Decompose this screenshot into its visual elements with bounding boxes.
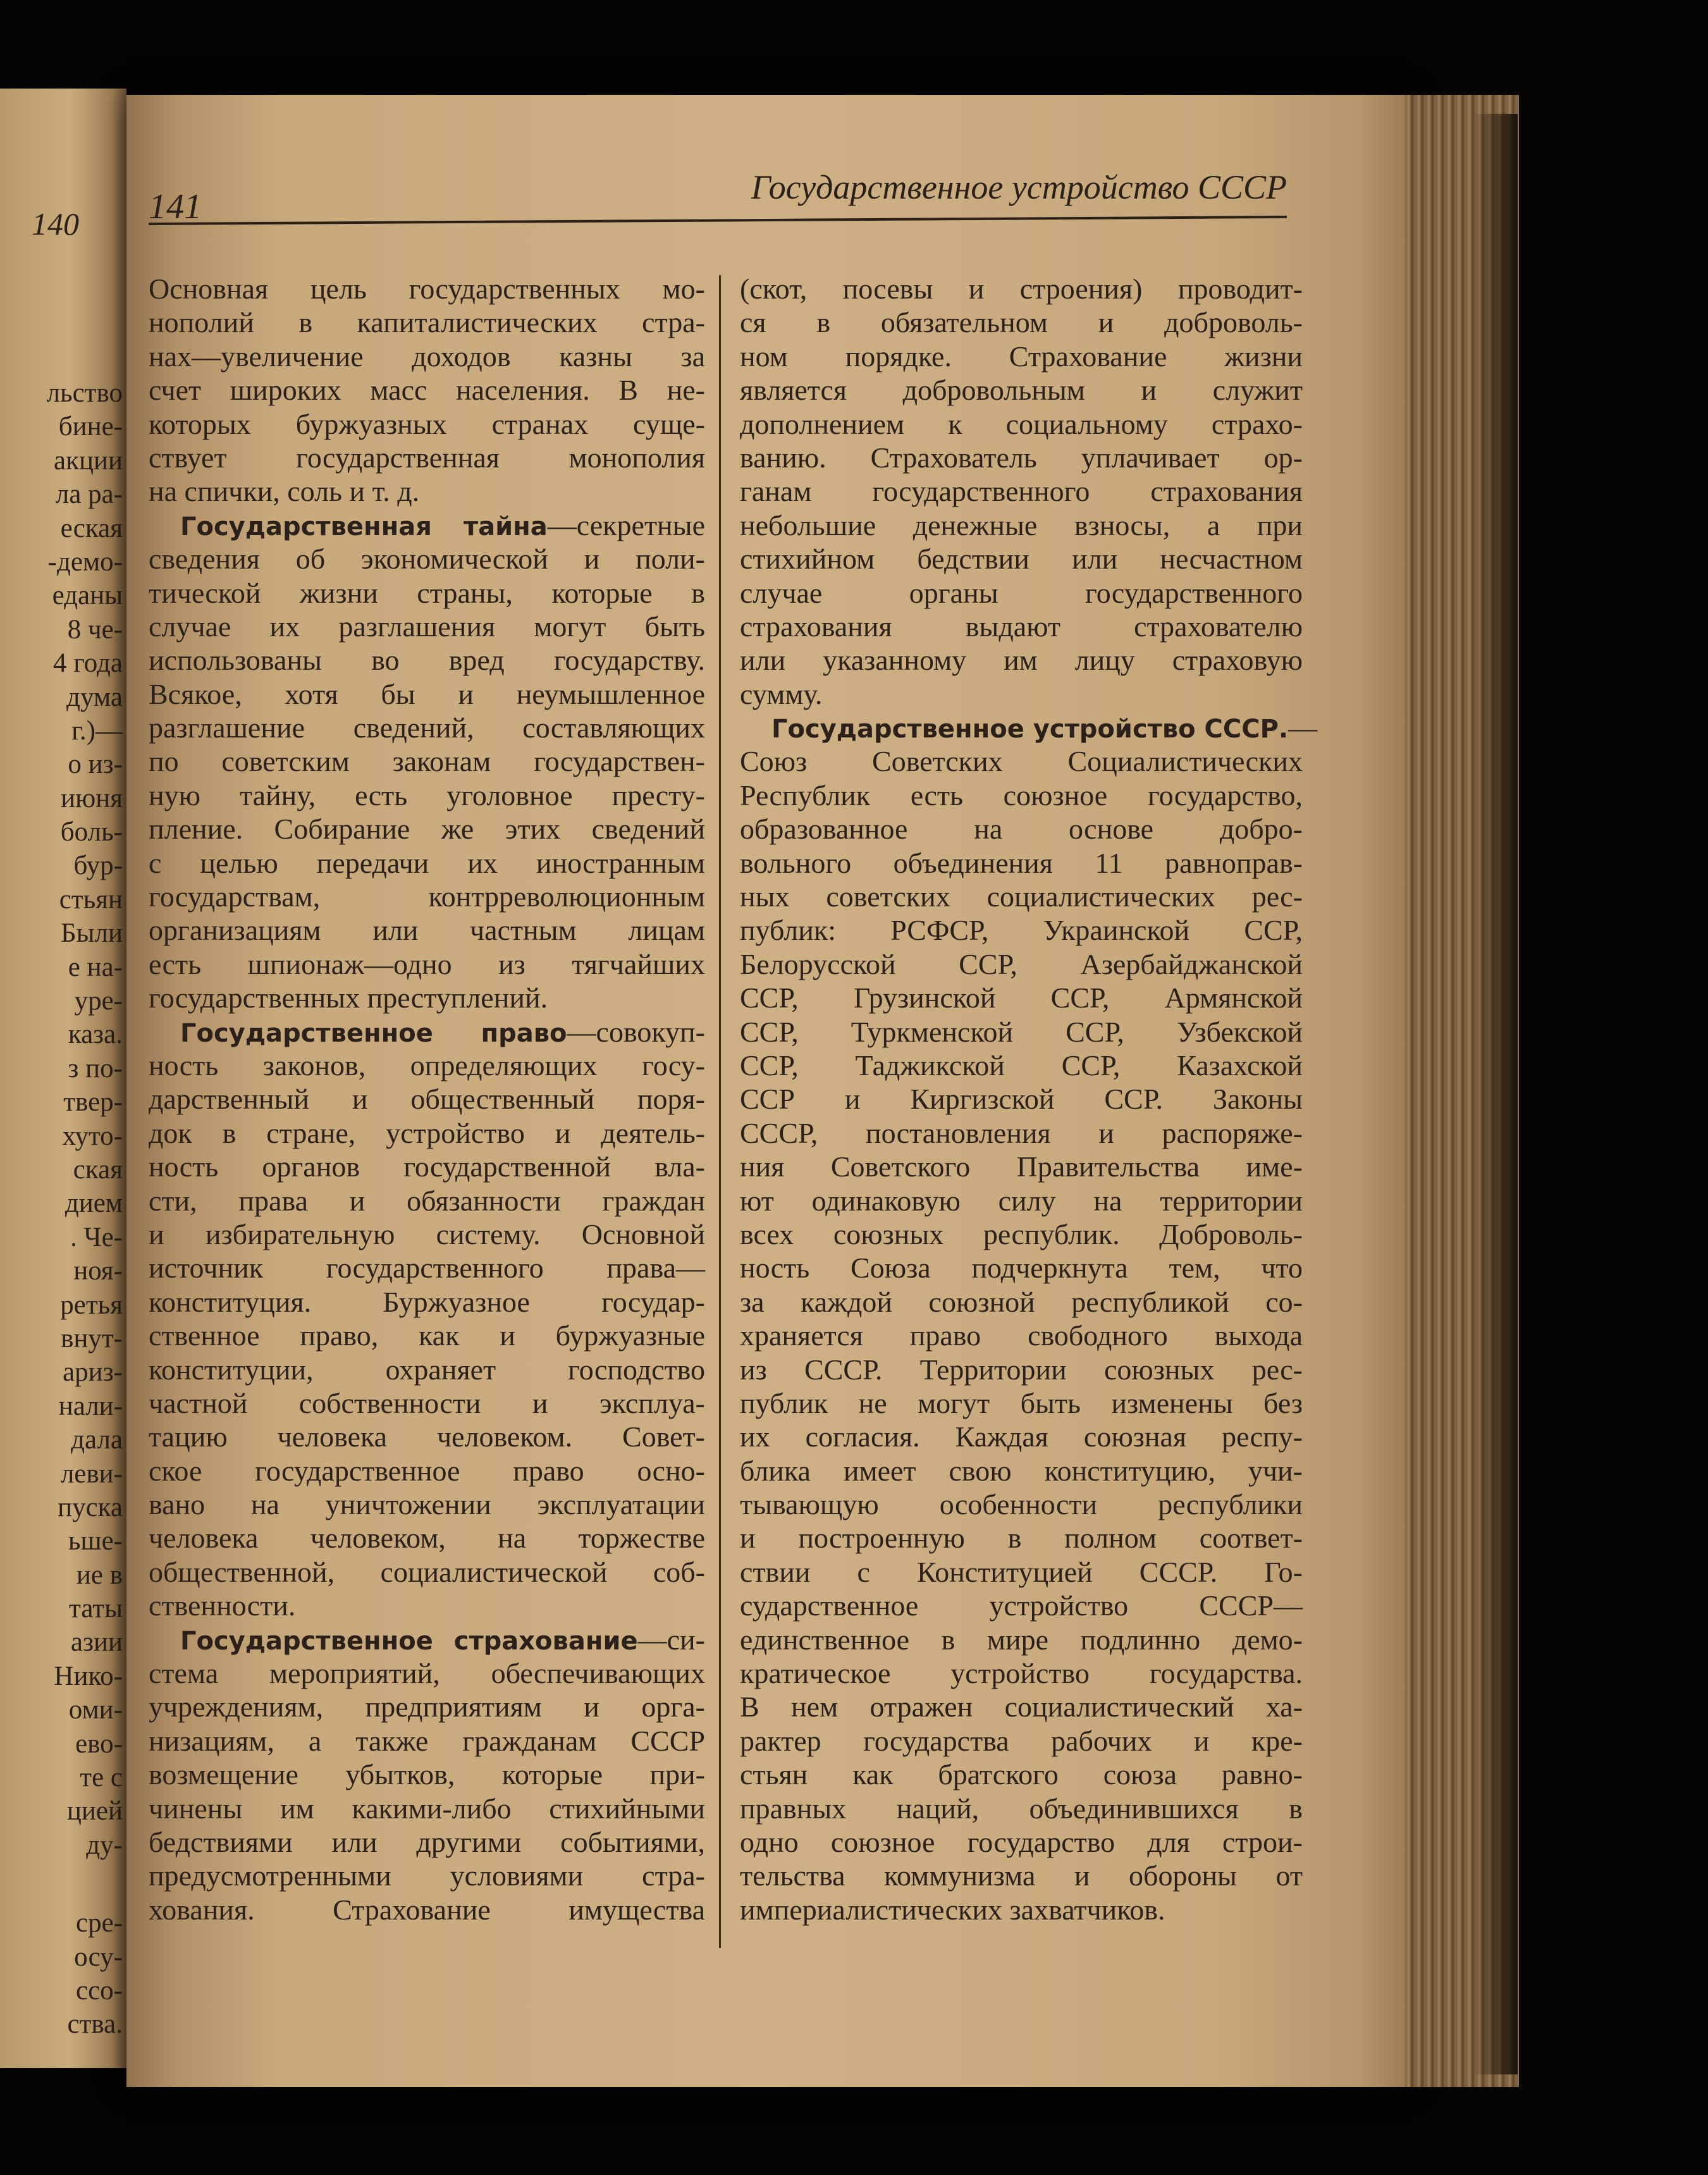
previous-page-fragment: 8 че- (67, 614, 123, 644)
line-text: случае их разглашения могут быть (149, 610, 705, 643)
previous-page-fragment: ьше- (68, 1526, 123, 1556)
text-line (149, 340, 705, 373)
text-line (740, 913, 1303, 947)
line-text: ном порядке. Страхование жизни (740, 340, 1303, 373)
text-line (149, 913, 705, 947)
text-line (740, 1825, 1303, 1859)
text-line (149, 947, 705, 981)
previous-page-fragment: пуска (58, 1492, 123, 1522)
line-text: конституция. Буржуазное государ- (149, 1285, 705, 1318)
text-line (149, 1454, 705, 1488)
line-text: ния Советского Правительства име- (740, 1150, 1303, 1183)
column-divider (719, 275, 721, 1948)
text-line (740, 474, 1303, 508)
previous-page-fragment: бине- (58, 412, 123, 442)
text-line (740, 1116, 1303, 1150)
text-line (149, 1217, 705, 1251)
text-line (149, 1319, 705, 1352)
line-text: использованы во вред государству. (149, 644, 705, 677)
text-line (740, 1386, 1303, 1420)
previous-page-fragment: ла ра- (55, 479, 123, 510)
text-line (149, 1082, 705, 1116)
text-line (740, 1015, 1303, 1049)
line-text: сти, права и обязанности граждан (149, 1184, 705, 1217)
line-text: тической жизни страны, которые в (149, 576, 705, 609)
previous-page-fragment: нали- (58, 1391, 123, 1421)
entry-heading-line (149, 1623, 705, 1656)
line-text: нах—увеличение доходов казны за (149, 340, 705, 373)
text-line (149, 1049, 705, 1082)
line-text: возмещение убытков, которые при- (149, 1758, 705, 1791)
line-text: ют одинаковую силу на территории (740, 1184, 1303, 1217)
line-text: правных наций, объединившихся в (740, 1792, 1303, 1825)
line-text: ское государственное право осно- (149, 1454, 705, 1487)
line-text: случае органы государственного (740, 576, 1303, 609)
previous-page-fragment: леви- (60, 1458, 123, 1489)
entry-heading-line (149, 508, 705, 542)
text-line (149, 272, 705, 305)
text-line (149, 373, 705, 407)
text-line (740, 1454, 1303, 1488)
text-line (149, 576, 705, 610)
text-line (149, 677, 705, 711)
previous-page-fragment: твер- (63, 1087, 123, 1118)
text-line (149, 1420, 705, 1453)
line-text: —си- (637, 1623, 705, 1656)
text-line (740, 812, 1303, 846)
previous-page-fragment: г.)— (71, 715, 123, 746)
line-text: пление. Собирание же этих сведений (149, 813, 705, 846)
right-column (740, 272, 1318, 1926)
line-text: ственное право, как и буржуазные (149, 1319, 705, 1352)
previous-page-fragment: осу- (74, 1942, 123, 1972)
text-line (740, 1690, 1303, 1723)
line-text: ССР и Киргизской ССР. Законы (740, 1083, 1303, 1116)
line-text: есть шпионаж—одно из тягчайших (149, 947, 705, 980)
line-text: —секретные (547, 508, 705, 541)
line-text: на спички, соль и т. д. (149, 475, 420, 508)
line-text: человека человеком, на торжестве (149, 1522, 705, 1555)
text-line (149, 407, 705, 441)
text-line (740, 1420, 1303, 1453)
previous-page-text (3, 376, 123, 2042)
previous-page-number: 140 (32, 206, 79, 242)
previous-page-fragment: 4 года (52, 648, 123, 679)
line-text: дарственный и общественный поря- (149, 1083, 705, 1116)
text-line (149, 305, 705, 339)
previous-page-fragment: льство (46, 378, 123, 408)
line-text: сумму. (740, 677, 823, 710)
text-line (740, 340, 1303, 373)
text-line (740, 779, 1303, 812)
text-line (740, 1656, 1303, 1690)
line-text: вольного объединения 11 равноправ- (740, 846, 1303, 879)
line-text: государствам, контрреволюционным (149, 880, 705, 913)
text-line (740, 1049, 1303, 1082)
text-line (740, 1859, 1303, 1892)
line-text: стьян как братского союза равно- (740, 1758, 1303, 1791)
line-text: стема мероприятий, обеспечивающих (149, 1657, 705, 1690)
line-text: — (1288, 712, 1318, 744)
text-line (149, 1386, 705, 1420)
previous-page-fragment: ево- (75, 1728, 123, 1759)
text-line (149, 1758, 705, 1791)
previous-page-fragment: таты (69, 1594, 123, 1624)
text-line (740, 677, 1303, 711)
line-text: государственных преступлений. (149, 982, 548, 1014)
text-line (740, 1521, 1303, 1555)
previous-page-fragment: каза. (68, 1020, 123, 1050)
text-line (149, 1792, 705, 1825)
text-line (149, 779, 705, 812)
text-line (149, 1724, 705, 1758)
text-line (740, 846, 1303, 880)
text-line (149, 744, 705, 778)
previous-page-fragment: ссо- (76, 1975, 123, 2006)
line-text: которых буржуазных странах суще- (149, 407, 705, 440)
entry-term: Государственное устройство СССР. (771, 715, 1289, 744)
text-line (149, 1555, 705, 1589)
text-line (740, 947, 1303, 981)
text-line (740, 1082, 1303, 1116)
line-text: за каждой союзной республикой со- (740, 1285, 1303, 1318)
line-text: предусмотренными условиями стра- (149, 1859, 705, 1892)
line-text: нополий в капиталистических стра- (149, 306, 705, 339)
text-line (740, 1623, 1303, 1656)
line-text: ся в обязательном и доброволь- (740, 306, 1303, 339)
line-text: и избирательную систему. Основной (149, 1217, 705, 1250)
text-line (740, 744, 1303, 778)
text-line (740, 1251, 1303, 1285)
text-line (149, 610, 705, 643)
line-text: ССР, Таджикской ССР, Казахской (740, 1049, 1303, 1081)
line-text: ность органов государственной вла- (149, 1150, 705, 1183)
text-line (149, 846, 705, 880)
text-line (149, 1285, 705, 1319)
previous-page-fragment: боль- (60, 817, 123, 847)
previous-page-fragment: стьян (59, 884, 123, 915)
line-text: хования. Страхование имущества (149, 1893, 705, 1926)
previous-page-fragment: внут- (61, 1323, 123, 1353)
text-line (740, 1150, 1303, 1183)
text-line (149, 812, 705, 846)
previous-page-fragment: июня (61, 783, 123, 813)
text-line (149, 981, 705, 1014)
line-text: Основная цель государственных мо- (149, 273, 705, 305)
line-text: —совокуп- (567, 1015, 705, 1048)
text-line (740, 981, 1303, 1014)
line-text: или указанному им лицу страховую (740, 644, 1303, 677)
previous-page-fragment: хуто- (62, 1121, 123, 1151)
line-text: счет широких масс населения. В не- (149, 374, 705, 407)
text-line (149, 1353, 705, 1386)
line-text: учреждениям, предприятиям и орга- (149, 1691, 705, 1723)
previous-page-fragment: азии (70, 1627, 123, 1658)
entry-term: Государственное страхование (180, 1626, 638, 1656)
previous-page-fragment: з по- (68, 1053, 123, 1083)
line-text: низациям, а также гражданам СССР (149, 1724, 705, 1757)
line-text: источник государственного права— (149, 1252, 705, 1285)
text-line (149, 441, 705, 474)
line-text: ность Союза подчеркнута тем, что (740, 1252, 1303, 1285)
line-text: одно союзное государство для строи- (740, 1825, 1303, 1858)
previous-page-fragment: ие в (76, 1560, 123, 1590)
line-text: кратическое устройство государства. (740, 1657, 1303, 1690)
line-text: из СССР. Территории союзных рес- (740, 1353, 1303, 1386)
text-line (740, 880, 1303, 913)
line-text: (скот, посевы и строения) проводит- (740, 273, 1303, 305)
line-text: стихийном бедствии или несчастном (740, 543, 1303, 576)
text-line (149, 1488, 705, 1521)
text-line (149, 711, 705, 744)
line-text: тацию человека человеком. Совет- (149, 1420, 705, 1453)
previous-page-fragment: -демо- (47, 546, 123, 577)
text-line (740, 1792, 1303, 1825)
previous-page-fragment: сре- (76, 1908, 123, 1938)
line-text: дополнением к социальному страхо- (740, 407, 1303, 440)
line-text: рактер государства рабочих и кре- (740, 1724, 1303, 1757)
line-text: тельства коммунизма и обороны от (740, 1859, 1303, 1892)
text-line (149, 1656, 705, 1690)
line-text: империалистических захватчиков. (740, 1893, 1165, 1926)
text-line (149, 1521, 705, 1555)
previous-page-fragment: еская (60, 513, 123, 543)
line-text: ность законов, определяющих госу- (149, 1049, 705, 1081)
entry-heading-line (149, 1015, 705, 1049)
previous-page-fragment: дала (71, 1425, 123, 1455)
line-text: и построенную в полном соответ- (740, 1522, 1303, 1555)
text-line (740, 1893, 1303, 1926)
previous-page-fragment: е на- (68, 952, 123, 982)
text-line (740, 1555, 1303, 1589)
previous-page-fragment: уре- (74, 986, 123, 1016)
text-line (740, 1217, 1303, 1251)
line-text: Республик есть союзное государство, (740, 779, 1303, 811)
previous-page-fragment: ноя- (73, 1256, 123, 1286)
line-text: Белорусской ССР, Азербайджанской (740, 947, 1303, 980)
text-line (740, 1285, 1303, 1319)
text-line (740, 508, 1303, 542)
previous-page-fragment: Нико- (54, 1661, 123, 1691)
previous-page-fragment: ретья (60, 1290, 123, 1320)
previous-page-fragment: дием (65, 1188, 123, 1219)
previous-page-fragment: цией (66, 1796, 123, 1827)
text-line (740, 610, 1303, 643)
line-text: конституции, охраняет господство (149, 1353, 705, 1386)
text-line (740, 373, 1303, 407)
text-line (149, 1251, 705, 1285)
line-text: частной собственности и эксплуа- (149, 1386, 705, 1419)
text-line (149, 1690, 705, 1723)
line-text: небольшие денежные взносы, а при (740, 508, 1303, 541)
entry-term: Государственная тайна (180, 512, 548, 541)
line-text: разглашение сведений, составляющих (149, 712, 705, 744)
line-text: является добровольным и служит (740, 374, 1303, 407)
previous-page-fragment: бур- (73, 851, 123, 881)
previous-page-fragment: те с (80, 1763, 123, 1793)
text-line (740, 1758, 1303, 1791)
running-head: Государственное устройство СССР (751, 168, 1287, 206)
text-line (149, 1184, 705, 1217)
line-text: ственности. (149, 1589, 296, 1622)
previous-page-fragment: о из- (68, 749, 123, 780)
line-text: тывающую особенности республики (740, 1488, 1303, 1521)
line-text: храняется право свободного выхода (740, 1319, 1303, 1352)
line-text: ванию. Страхователь уплачивает ор- (740, 441, 1303, 474)
previous-page-fragment: ская (73, 1154, 123, 1185)
entry-heading-line (740, 711, 1318, 744)
text-line (740, 1488, 1303, 1521)
previous-page-fragment: дума (66, 682, 123, 712)
entry-term: Государственное право (180, 1018, 567, 1048)
line-text: публик не могут быть изменены без (740, 1386, 1303, 1419)
left-column (149, 272, 705, 1926)
line-text: страхования выдают страхователю (740, 610, 1303, 643)
line-text: по советским законам государствен- (149, 745, 705, 778)
text-line (740, 441, 1303, 474)
previous-page-fragment (3, 1862, 123, 1906)
line-text: публик: РСФСР, Украинской ССР, (740, 914, 1303, 947)
line-text: док в стране, устройство и деятель- (149, 1116, 705, 1149)
line-text: ствует государственная монополия (149, 441, 705, 474)
line-text: Союз Советских Социалистических (740, 745, 1303, 778)
line-text: блика имеет свою конституцию, учи- (740, 1454, 1303, 1487)
line-text: бедствиями или другими событиями, (149, 1825, 705, 1858)
line-text: ных советских социалистических рес- (740, 880, 1303, 913)
previous-page-fragment: . Че- (70, 1222, 123, 1252)
line-text: всех союзных республик. Доброволь- (740, 1217, 1303, 1250)
line-text: образованное на основе добро- (740, 813, 1303, 846)
previous-page-fragment: ства. (67, 2009, 123, 2040)
line-text: с целью передачи их иностранным (149, 846, 705, 879)
line-text: чинены им какими-либо стихийными (149, 1792, 705, 1825)
line-text: общественной, социалистической соб- (149, 1555, 705, 1588)
text-line (740, 1184, 1303, 1217)
text-line (740, 576, 1303, 610)
text-line (740, 272, 1303, 305)
line-text: Всякое, хотя бы и неумышленное (149, 677, 705, 710)
line-text: ствии с Конституцией СССР. Го- (740, 1555, 1303, 1588)
text-line (149, 643, 705, 677)
line-text: СССР, постановления и распоряже- (740, 1116, 1303, 1149)
line-text: ную тайну, есть уголовное престу- (149, 779, 705, 811)
previous-page-fragment: ду- (86, 1830, 123, 1860)
text-line (740, 407, 1303, 441)
page-edge-shadow (1473, 114, 1518, 2074)
line-text: ССР, Туркменской ССР, Узбекской (740, 1015, 1303, 1048)
text-line (740, 1724, 1303, 1758)
text-line (149, 1150, 705, 1183)
text-line (149, 1116, 705, 1150)
line-text: единственное в мире подлинно демо- (740, 1623, 1303, 1656)
text-line (740, 1589, 1303, 1622)
text-line (740, 1319, 1303, 1352)
text-line (149, 474, 705, 508)
previous-page-fragment: оми- (68, 1695, 123, 1725)
line-text: ганам государственного страхования (740, 475, 1303, 508)
previous-page-fragment: ариз- (63, 1357, 123, 1388)
text-line (740, 1353, 1303, 1386)
previous-page-fragment: еданы (52, 581, 123, 611)
line-text: ССР, Грузинской ССР, Армянской (740, 982, 1303, 1014)
line-text: В нем отражен социалистический ха- (740, 1691, 1303, 1723)
line-text: их согласия. Каждая союзная респу- (740, 1420, 1303, 1453)
previous-page (0, 89, 126, 2068)
page-number: 141 (149, 187, 202, 226)
text-line (149, 1589, 705, 1622)
line-text: сведения об экономической и поли- (149, 543, 705, 576)
text-line (740, 305, 1303, 339)
line-text: сударственное устройство СССР— (740, 1589, 1303, 1622)
line-text: организациям или частным лицам (149, 914, 705, 947)
text-line (149, 1825, 705, 1859)
text-line (149, 1859, 705, 1892)
previous-page-fragment: акции (53, 445, 123, 476)
text-line (740, 542, 1303, 576)
previous-page-fragment: Были (60, 918, 123, 949)
text-line (149, 542, 705, 576)
text-line (149, 1893, 705, 1926)
text-line (149, 880, 705, 913)
line-text: вано на уничтожении эксплуатации (149, 1488, 705, 1521)
text-line (740, 643, 1303, 677)
